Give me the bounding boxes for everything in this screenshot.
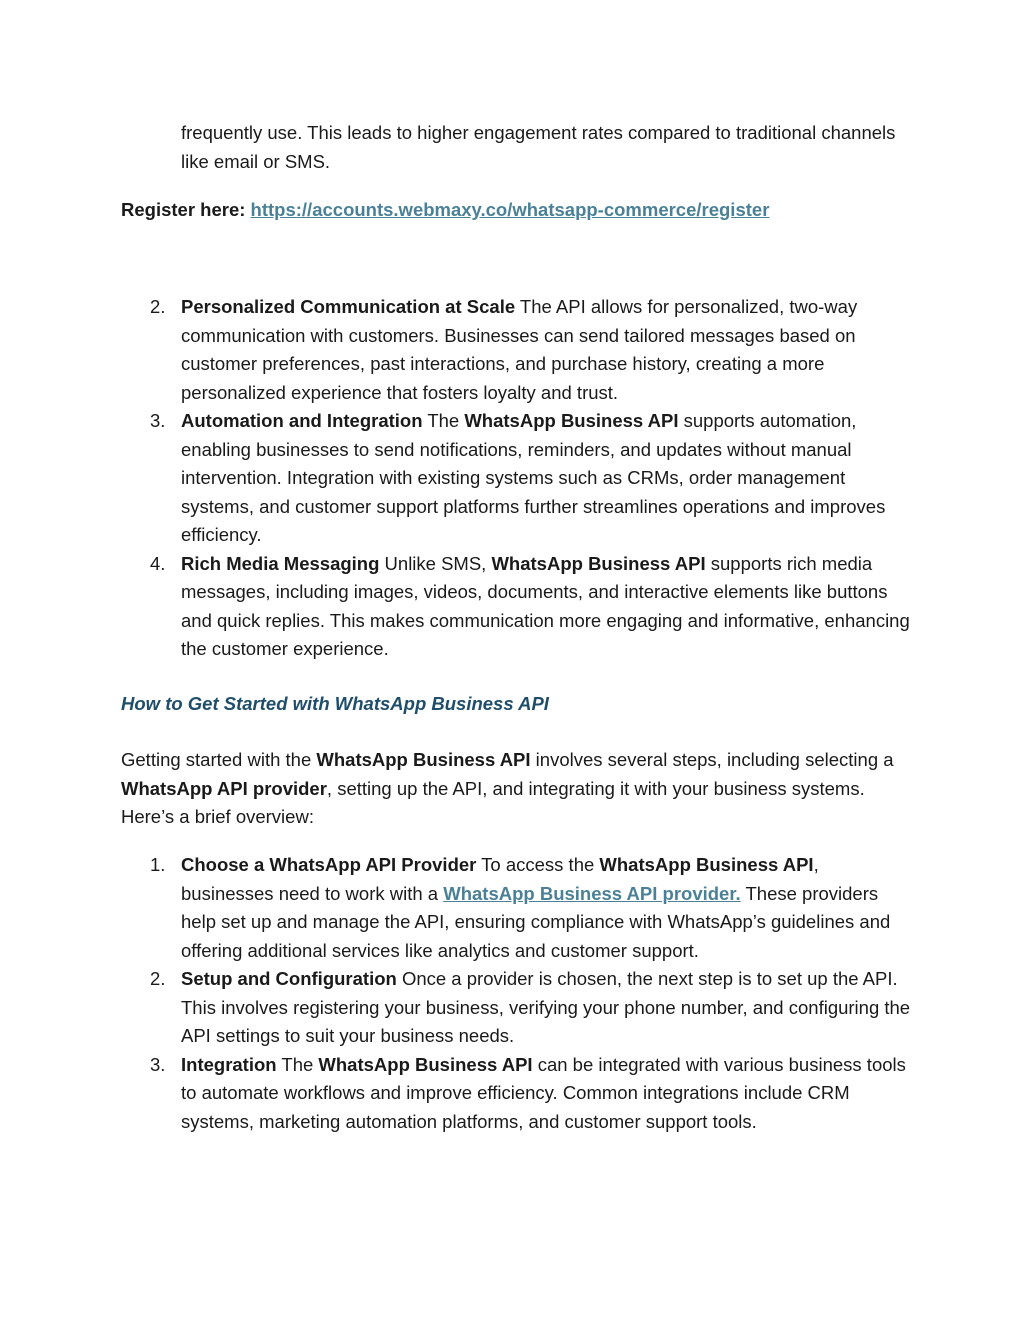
paragraph-bold: WhatsApp API provider (121, 777, 327, 799)
register-link[interactable]: https://accounts.webmaxy.co/whatsapp-commerce/register (250, 199, 770, 220)
paragraph-text: , setting up the API, and integrating it with your business systems. Here’s a brief overview: (121, 777, 865, 827)
list-number: 2. (150, 968, 166, 989)
paragraph-text: involves several steps, including selecting a (530, 749, 894, 770)
item-text: Once a provider is chosen, the next step is to set up the API. This involves registering your business, verifying your phone number, and configuring the API settings to suit your business needs. (181, 968, 911, 1046)
paragraph-bold: WhatsApp Business API (316, 749, 531, 770)
item-text: supports automation, enabling businesses to send notifications, reminders, and updates without manual intervention. Integration with existing systems such as CRMs, order management systems, and customer support platforms further streamlines operations and improves efficiency. (181, 410, 886, 545)
register-label: Register here: (121, 199, 246, 220)
item-text: Unlike SMS, (379, 552, 492, 574)
list-item (150, 407, 911, 550)
item-title: Choose a WhatsApp API Provider (181, 854, 477, 875)
item-text: supports rich media messages, including images, videos, documents, and interactive elements like buttons and quick replies. This makes communication more engaging and informative, enhancing the customer experience. (181, 552, 910, 659)
item-text: The (276, 1053, 319, 1075)
list-item (150, 965, 911, 1051)
benefits-list (150, 293, 911, 664)
list-item (150, 293, 911, 407)
provider-link[interactable]: WhatsApp Business API provider. (443, 882, 741, 904)
item-text: can be integrated with various business tools to automate workflows and improve efficiency. Common integrations include CRM systems, marketing automation platforms, and customer support tools. (181, 1053, 906, 1132)
steps-list (150, 851, 911, 1136)
item-title: Rich Media Messaging (181, 552, 380, 574)
list-item (150, 1051, 911, 1137)
item-text: The (422, 410, 465, 431)
item-text: The API allows for personalized, two-way communication with customers. Businesses can send tailored messages based on customer preferences, past interactions, and purchase history, creating a more personalized experience that fosters loyalty and trust. (181, 296, 858, 403)
item-bold: WhatsApp Business API (464, 410, 679, 431)
item-title: Personalized Communication at Scale (181, 296, 516, 317)
list-number: 3. (150, 410, 166, 431)
intro-continuation: frequently use. This leads to higher engagement rates compared to traditional channels like email or SMS. (181, 122, 896, 172)
list-item (150, 851, 911, 965)
list-number: 2. (150, 296, 166, 317)
list-number: 4. (150, 552, 166, 574)
list-number: 3. (150, 1053, 166, 1075)
list-item (150, 550, 911, 664)
item-text: , businesses need to work with a (181, 854, 819, 904)
item-bold: WhatsApp Business API (318, 1053, 533, 1075)
item-text: These providers help set up and manage the API, ensuring compliance with WhatsApp’s guidelines and offering additional services like analytics and customer support. (181, 882, 891, 961)
item-bold: WhatsApp Business API (491, 552, 706, 574)
paragraph-text: Getting started with the (121, 749, 317, 770)
section-heading: How to Get Started with WhatsApp Business API (121, 693, 549, 714)
item-bold: WhatsApp Business API (599, 854, 814, 875)
item-title: Automation and Integration (181, 410, 423, 431)
item-text: To access the (476, 854, 600, 875)
register-line (121, 196, 911, 225)
getting-started-paragraph (121, 746, 911, 832)
item-title: Integration (181, 1053, 277, 1075)
list-number: 1. (150, 854, 166, 875)
item-title: Setup and Configuration (181, 968, 397, 989)
